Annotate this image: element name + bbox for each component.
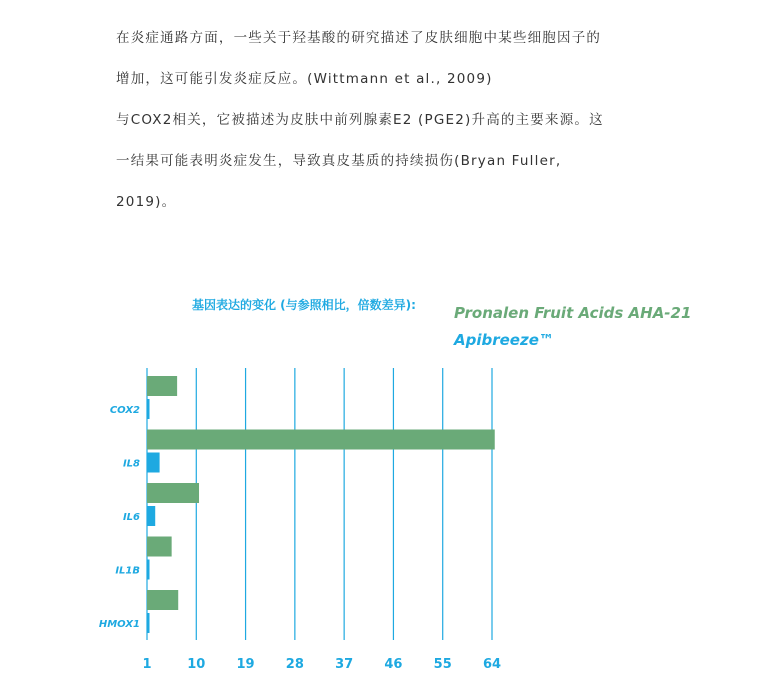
x-tick-label-1: 1: [142, 657, 152, 672]
x-tick-label-55: 55: [433, 657, 452, 672]
x-tick-label-28: 28: [285, 657, 304, 672]
category-label-hmox1: HMOX1: [98, 619, 140, 630]
legend-series-1: Pronalen Fruit Acids AHA-21: [454, 304, 692, 322]
x-tick-label-19: 19: [236, 657, 255, 672]
x-tick-label-64: 64: [482, 657, 502, 672]
paragraph-2-line-2: 一结果可能表明炎症发生，导致真皮基质的持续损伤(Bryan Fuller,: [116, 153, 562, 169]
bar-aha21-hmox1: [147, 590, 178, 610]
bar-apibreeze-il6: [147, 506, 155, 526]
x-tick-label-37: 37: [335, 657, 354, 672]
bar-aha21-il8: [147, 430, 495, 450]
paragraph-2-line-3: 2019)。: [116, 194, 177, 210]
legend-series-2: Apibreeze™: [454, 331, 554, 349]
bar-apibreeze-hmox1: [147, 613, 150, 633]
bar-aha21-il6: [147, 483, 199, 503]
x-tick-label-10: 10: [187, 657, 206, 672]
bar-aha21-il1b: [147, 537, 172, 557]
category-label-il8: IL8: [122, 458, 140, 470]
category-label-il6: IL6: [122, 512, 140, 523]
chart-title: 基因表达的变化 (与参照相比，倍数差异):: [192, 298, 416, 312]
x-tick-label-46: 46: [384, 657, 403, 672]
bar-apibreeze-il8: [147, 453, 160, 473]
category-label-il1b: IL1B: [115, 565, 140, 577]
bar-aha21-cox2: [147, 376, 177, 396]
bar-apibreeze-il1b: [147, 560, 150, 580]
category-label-cox2: COX2: [109, 405, 140, 416]
paragraph-1-line-2: 增加，这可能引发炎症反应。(Wittmann et al., 2009): [116, 71, 493, 87]
paragraph-1-line-1: 在炎症通路方面，一些关于羟基酸的研究描述了皮肤细胞中某些细胞因子的: [116, 30, 602, 46]
bar-apibreeze-cox2: [147, 399, 150, 419]
paragraph-2-line-1: 与COX2相关，它被描述为皮肤中前列腺素E2 (PGE2)升高的主要来源。这: [116, 112, 604, 128]
